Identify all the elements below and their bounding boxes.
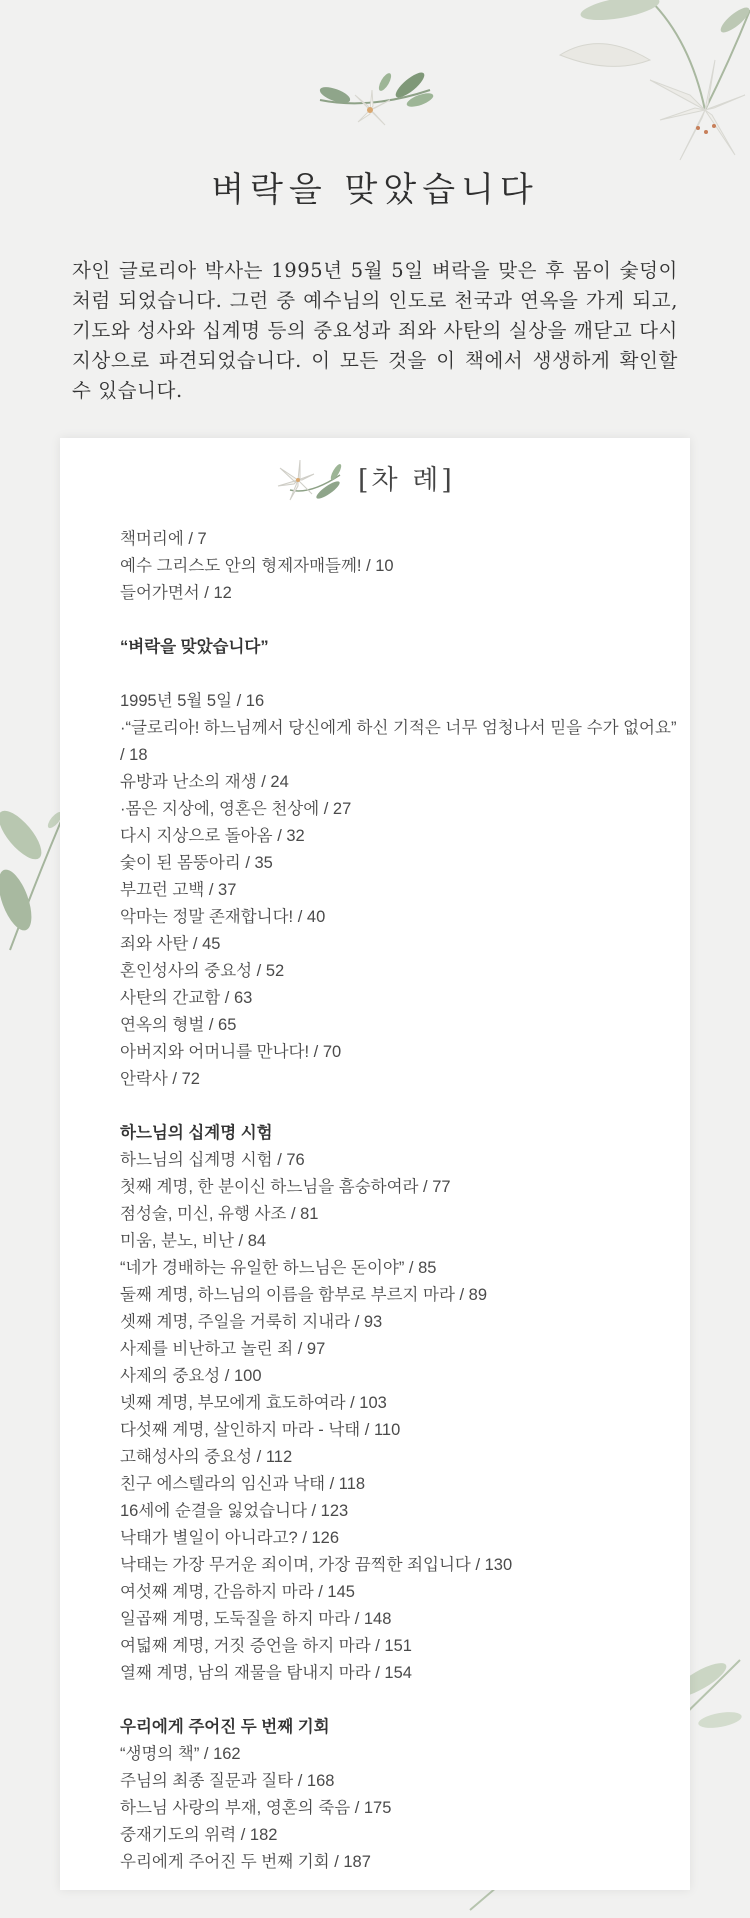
toc-item: “네가 경배하는 유일한 하느님은 돈이야” / 85: [120, 1259, 437, 1277]
toc-item: 중재기도의 위력 / 182: [120, 1826, 278, 1844]
toc-item: 숯이 된 몸뚱아리 / 35: [120, 854, 273, 872]
toc-item: 안락사 / 72: [120, 1070, 200, 1088]
toc-item: 넷째 계명, 부모에게 효도하여라 / 103: [120, 1394, 387, 1412]
toc-section-title: “벼락을 맞았습니다”: [120, 638, 269, 656]
toc-item: 첫째 계명, 한 분이신 하느님을 흠숭하여라 / 77: [120, 1178, 451, 1196]
toc-item: 하느님 사랑의 부재, 영혼의 죽음 / 175: [120, 1799, 392, 1817]
toc-section-title: 하느님의 십계명 시험: [120, 1124, 273, 1142]
toc-item: 다섯째 계명, 살인하지 마라 - 낙태 / 110: [120, 1421, 401, 1439]
toc-item: 부끄런 고백 / 37: [120, 881, 237, 899]
toc-section-title: 우리에게 주어진 두 번째 기회: [120, 1718, 330, 1736]
toc-list: [120, 526, 680, 1876]
toc-item: 혼인성사의 중요성 / 52: [120, 962, 285, 980]
toc-item: 사제의 중요성 / 100: [120, 1367, 262, 1385]
toc-item: 미움, 분노, 비난 / 84: [120, 1232, 267, 1250]
toc-item: 유방과 난소의 재생 / 24: [120, 773, 289, 791]
toc-item: 열째 계명, 남의 재물을 탐내지 마라 / 154: [120, 1664, 412, 1682]
toc-item: 여덟째 계명, 거짓 증언을 하지 마라 / 151: [120, 1637, 412, 1655]
toc-item: 우리에게 주어진 두 번째 기회 / 187: [120, 1853, 371, 1871]
toc-item: 친구 에스텔라의 임신과 낙태 / 118: [120, 1475, 366, 1493]
toc-header: [60, 438, 690, 518]
toc-item: 들어가면서 / 12: [120, 584, 232, 602]
toc-item: 다시 지상으로 돌아옴 / 32: [120, 827, 305, 845]
toc-item: 예수 그리스도 안의 형제자매들께! / 10: [120, 557, 394, 575]
toc-item: 일곱째 계명, 도둑질을 하지 마라 / 148: [120, 1610, 392, 1628]
toc-item: 악마는 정말 존재합니다! / 40: [120, 908, 326, 926]
toc-item: 1995년 5월 5일 / 16: [120, 692, 265, 710]
toc-item: 사탄의 간교함 / 63: [120, 989, 253, 1007]
toc-item: 책머리에 / 7: [120, 530, 207, 548]
toc-item: 여섯째 계명, 간음하지 마라 / 145: [120, 1583, 355, 1601]
toc-item: 16세에 순결을 잃었습니다 / 123: [120, 1502, 349, 1520]
toc-item: 고해성사의 중요성 / 112: [120, 1448, 293, 1466]
toc-item: 낙태가 별일이 아니라고? / 126: [120, 1529, 340, 1547]
lily-sprig-icon: [310, 70, 440, 140]
toc-item: 둘째 계명, 하느님의 이름을 함부로 부르지 마라 / 89: [120, 1286, 488, 1304]
toc-item: 아버지와 어머니를 만나다! / 70: [120, 1043, 342, 1061]
toc-heading: [차 례]: [358, 465, 455, 496]
page-title: 벼락을 맞았습니다: [211, 170, 539, 210]
toc-card: [60, 438, 690, 1890]
toc-item: 연옥의 형벌 / 65: [120, 1016, 237, 1034]
toc-item: 점성술, 미신, 유행 사조 / 81: [120, 1205, 319, 1223]
toc-item: 셋째 계명, 주일을 거룩히 지내라 / 93: [120, 1313, 383, 1331]
intro-paragraph: 자인 글로리아 박사는 1995년 5월 5일 벼락을 맞은 후 몸이 숯덩이처럼 되었습니다. 그런 중 예수님의 인도로 천국과 연옥을 가게 되고, 기도와 성사와 십계명 등의 중요성과 죄와 사탄의 실상을 깨닫고 다시 지상으로 파견되었습니다. 이 모든 것을 이 책에서 생생하게 확인할 수 있습니다.: [72, 259, 678, 402]
toc-item: 주님의 최종 질문과 질타 / 168: [120, 1772, 335, 1790]
toc-item: 사제를 비난하고 놀린 죄 / 97: [120, 1340, 326, 1358]
toc-item: 낙태는 가장 무거운 죄이며, 가장 끔찍한 죄입니다 / 130: [120, 1556, 513, 1574]
toc-item: ·몸은 지상에, 영혼은 천상에 / 27: [120, 800, 352, 818]
toc-item: 죄와 사탄 / 45: [120, 935, 221, 953]
lily-flower-icon: [270, 450, 344, 510]
toc-item: 하느님의 십계명 시험 / 76: [120, 1151, 305, 1169]
toc-item: “생명의 책” / 162: [120, 1745, 241, 1763]
toc-item: ·“글로리아! 하느님께서 당신에게 하신 기적은 너무 엄청나서 믿을 수가 없어요” / 18: [120, 719, 677, 764]
lily-flower-icon: [530, 0, 750, 170]
